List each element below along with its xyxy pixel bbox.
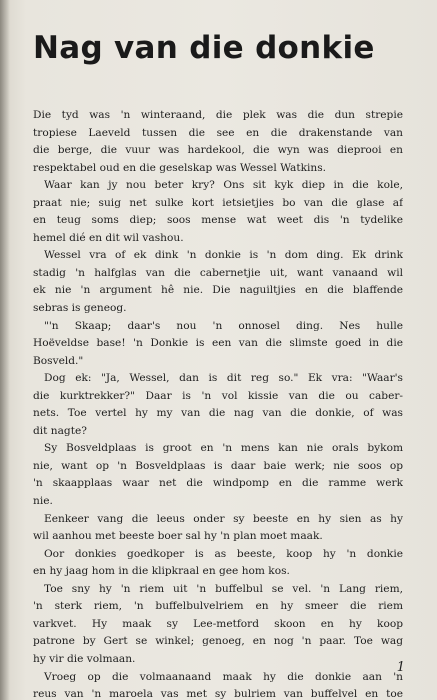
text-line: wil aanhou met beeste boer sal hy 'n plan moet maak. (33, 530, 323, 543)
text-line: Toe sny hy 'n riem uit 'n buffelbul se vel. 'n Lang riem, (44, 582, 403, 595)
text-line: Eenkeer vang die leeus onder sy beeste en hy sien as hy (44, 512, 403, 525)
text-line: en teug soms diep; soos mense wat weet dis 'n tydelike (33, 214, 403, 227)
text-line: en hy jaag hom in die klipkraal en gee hom kos. (33, 565, 290, 578)
text-line: patrone by Gert se winkel; genoeg, en nog 'n paar. Toe wag (33, 635, 403, 648)
text-line: Oor donkies goedkoper is as beeste, koop hy 'n donkie (44, 547, 403, 560)
text-line: 'n sterk riem, 'n buffelbulvelriem en hy smeer die riem (33, 600, 403, 613)
text-line: stadig 'n halfglas van die cabernetjie uit, want vanaand wil (33, 266, 403, 279)
paragraph (33, 247, 403, 317)
paragraph (33, 318, 403, 371)
chapter-title: Nag van die donkie (33, 30, 375, 66)
text-line: dit nagte? (33, 424, 87, 437)
paragraph (33, 581, 403, 669)
text-line: Hoëveldse base! 'n Donkie is een van die slimste goed in die (33, 337, 403, 350)
text-line: nets. Toe vertel hy my van die nag van die donkie, of was (33, 407, 403, 420)
text-line: Waar kan jy nou beter kry? Ons sit kyk diep in die kole, (44, 179, 403, 192)
text-line: praat nie; suig net sulke kort ietsietjies bo van die glase af (33, 196, 403, 209)
paragraph (33, 177, 403, 247)
text-line: "'n Skaap; daar's nou 'n onnosel ding. Nes hulle (44, 319, 403, 332)
page-number: 1 (396, 660, 405, 675)
text-line: varkvet. Hy maak sy Lee-metford skoon en hy koop (33, 617, 403, 630)
text-line: ek nie 'n argument hê nie. Die naguiltjies en die blaffende (33, 284, 403, 297)
text-line: reus van 'n maroela vas met sy bulriem van buffelvel en toe (33, 688, 403, 700)
text-line: Wessel vra of ek dink 'n donkie is 'n dom ding. Ek drink (44, 249, 403, 262)
text-line: tropiese Laeveld tussen die see en die drakenstande van (33, 126, 403, 139)
text-line: Sy Bosveldplaas is groot en 'n mens kan nie orals bykom (44, 442, 403, 455)
text-line: Dog ek: "Ja, Wessel, dan is dit reg so." Ek vra: "Waar's (44, 372, 403, 385)
text-line: 'n skaapplaas waar net die windpomp en die ramme werk (33, 477, 403, 490)
text-line: hemel dié en dit wil vashou. (33, 231, 184, 244)
text-line: nie. (33, 495, 53, 508)
book-spine-shadow (0, 0, 10, 700)
text-line: die berge, die vuur was hardekool, die wyn was dieprooi en (33, 144, 403, 157)
text-line: Bosveld." (33, 354, 84, 367)
text-line: Die tyd was 'n winteraand, die plek was die dun strepie (33, 109, 403, 121)
paragraph (33, 440, 403, 510)
paragraph (33, 107, 403, 177)
text-line: Vroeg op die volmaanaand maak hy die donkie aan 'n (44, 670, 403, 683)
text-line: die kurktrekker?" Daar is 'n vol kissie van die ou caber- (33, 389, 403, 402)
text-line: nie, want op 'n Bosveldplaas is daar baie werk; nie soos op (33, 459, 403, 472)
body-text (33, 107, 403, 700)
paragraph (33, 546, 403, 581)
text-line: sebras is geneog. (33, 302, 127, 315)
text-line: hy vir die volmaan. (33, 652, 136, 665)
text-line: respektabel oud en die geselskap was Wessel Watkins. (33, 161, 327, 174)
paragraph (33, 370, 403, 440)
paragraph (33, 669, 403, 700)
paragraph (33, 511, 403, 546)
